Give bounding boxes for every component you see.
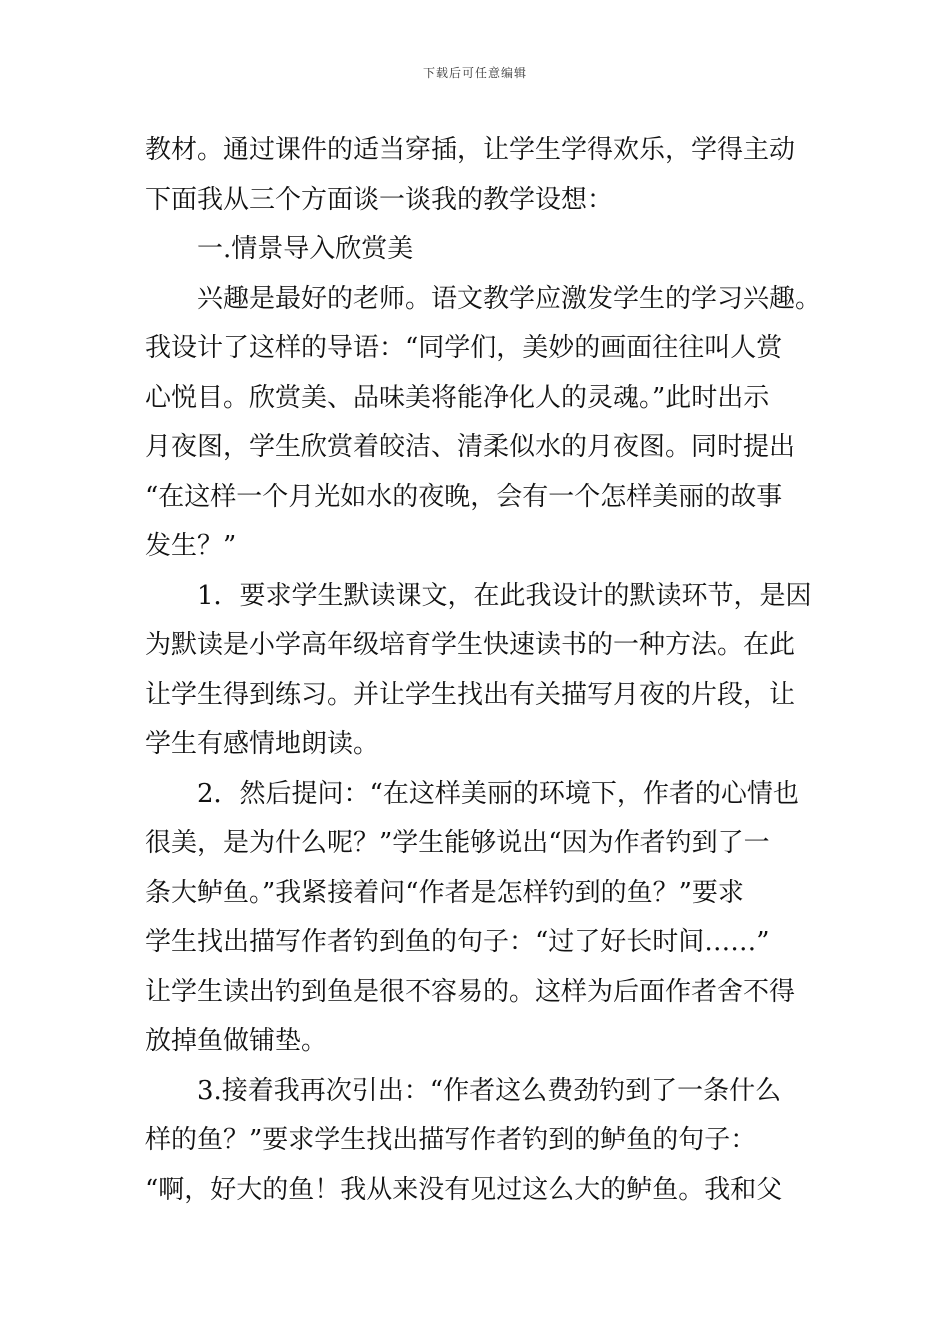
text-line: 2．然后提问：“在这样美丽的环境下，作者的心情也 [197,778,799,809]
text-line: 条大鲈鱼。”我紧接着问“作者是怎样钓到的鱼？”要求 [145,877,744,908]
text-line: 学生找出描写作者钓到鱼的句子：“过了好长时间……” [145,927,770,957]
text-line: 月夜图，学生欣赏着皎洁、清柔似水的月夜图。同时提出 [145,432,796,462]
text-line: 1．要求学生默读课文，在此我设计的默读环节，是因 [197,580,812,611]
text-line: 很美，是为什么呢？”学生能够说出“因为作者钓到了一 [145,828,770,858]
document-body [145,126,825,1215]
text-line: 放掉鱼做铺垫。 [145,1026,328,1056]
text-line: “啊，好大的鱼！我从来没有见过这么大的鲈鱼。我和父 [145,1174,783,1205]
text-line: 下面我从三个方面谈一谈我的教学设想： [145,184,614,215]
text-line: 学生有感情地朗读。 [145,729,380,759]
text-line: 让学生读出钓到鱼是很不容易的。这样为后面作者舍不得 [145,976,796,1007]
text-line: 心悦目。欣赏美、品味美将能净化人的灵魂。”此时出示 [145,382,770,413]
text-line: 样的鱼？”要求学生找出描写作者钓到的鲈鱼的句子： [145,1125,757,1155]
text-line: 兴趣是最好的老师。语文教学应激发学生的学习兴趣。 [197,283,822,314]
text-line: 教材。通过课件的适当穿插，让学生学得欢乐，学得主动 [145,135,796,165]
page-header-watermark: 下载后可任意编辑 [422,66,527,80]
text-line: 让学生得到练习。并让学生找出有关描写月夜的片段，让 [145,679,796,710]
text-line: 为默读是小学高年级培育学生快速读书的一种方法。在此 [145,630,796,660]
text-line: 我设计了这样的导语：“同学们，美妙的画面往往叫人赏 [145,333,783,363]
text-line: “在这样一个月光如水的夜晚，会有一个怎样美丽的故事 [145,481,783,512]
text-line: 3.接着我再次引出：“作者这么费劲钓到了一条什么 [197,1075,782,1106]
section-heading: 一.情景导入欣赏美 [197,234,414,264]
text-line: 发生？” [145,531,237,561]
